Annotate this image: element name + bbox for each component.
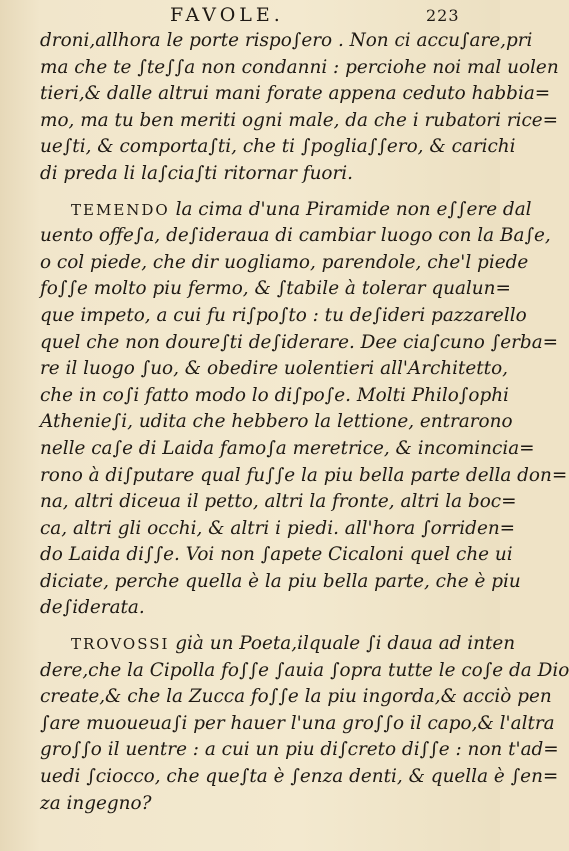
smallcaps-word: TEMENDO [71,200,170,219]
text-line: create,& che la Zucca fo∫∫e la piu ingorda,& acciò pen [40,686,552,708]
text-line: za ingegno? [40,792,152,814]
text-line: do Laida di∫∫e. Voi non ∫apete Cicaloni quel che ui [40,544,513,566]
text-line: mo, ma tu ben meriti ogni male, da che i rubatori rice= [40,109,559,131]
text-line-rest: già un Poeta,ilquale ∫i daua ad inten [175,633,516,655]
text-line: uento offe∫a, de∫ideraua di cambiar luogo con la Ba∫e, [40,225,551,247]
text-line: que impeto, a cui fu ri∫po∫to : tu de∫ideri pazzarello [40,304,527,326]
running-head: FAVOLE. [170,4,284,26]
page-header [0,4,500,26]
text-line-rest: la cima d'una Piramide non e∫∫ere dal [175,198,532,220]
text-line: rono à di∫putare qual fu∫∫e la piu bella parte della don= [40,464,568,486]
text-line: che in co∫i fatto modo lo di∫po∫e. Molti Philo∫ophi [40,384,509,406]
text-line: gro∫∫o il uentre : a cui un piu di∫creto di∫∫e : non t'ad= [40,739,559,761]
paragraph-gap [40,622,496,631]
text-line: tieri,& dalle altrui mani forate appena ceduto habbia= [40,83,551,105]
text-line: na, altri diceua il petto, altri la fronte, altri la boc= [40,491,517,513]
text-line: droni,allhora le porte rispo∫ero . Non ci accu∫are,pri [40,30,533,51]
text-line: dere,che la Cipolla fo∫∫e ∫auia ∫opra tutte le co∫e da Dio [40,659,569,681]
text-line: quel che non doure∫ti de∫iderare. Dee cia∫cuno ∫erba= [40,331,559,353]
text-line: ue∫ti, & comporta∫ti, che ti ∫poglia∫∫ero, & carichi [40,136,516,158]
text-line: nelle ca∫e di Laida famo∫a meretrice, & incomincia= [40,437,535,459]
text-line: fo∫∫e molto piu fermo, & ∫tabile à tolerar qualun= [40,278,511,300]
page-number: 223 [426,6,460,25]
text-line: ca, altri gli occhi, & altri i piedi. all'hora ∫orriden= [40,517,516,539]
paragraph-gap [40,188,496,197]
paragraph-start-line [40,197,532,224]
text-line: ma che te ∫te∫∫a non condanni : perciohe noi mal uolen [40,56,559,78]
smallcaps-word: TROVOSSI [71,635,170,654]
body-text [40,28,569,817]
text-line: Athenie∫i, udita che hebbero la lettione, entrarono [40,411,513,433]
text-line: diciate, perche quella è la piu bella parte, che è piu [40,570,521,592]
paragraph-start-line [40,631,516,658]
text-line: o col piede, che dir uogliamo, parendole, che'l piede [40,251,529,273]
text-line: uedi ∫ciocco, che que∫ta è ∫enza denti, & quella è ∫en= [40,766,559,788]
text-line: ∫are muoueua∫i per hauer l'una gro∫∫o il capo,& l'altra [40,712,555,734]
text-line: de∫iderata. [40,597,145,619]
text-line: di preda li la∫cia∫ti ritornar fuori. [40,162,354,184]
text-line: re il luogo ∫uo, & obedire uolentieri all'Architetto, [40,358,508,380]
